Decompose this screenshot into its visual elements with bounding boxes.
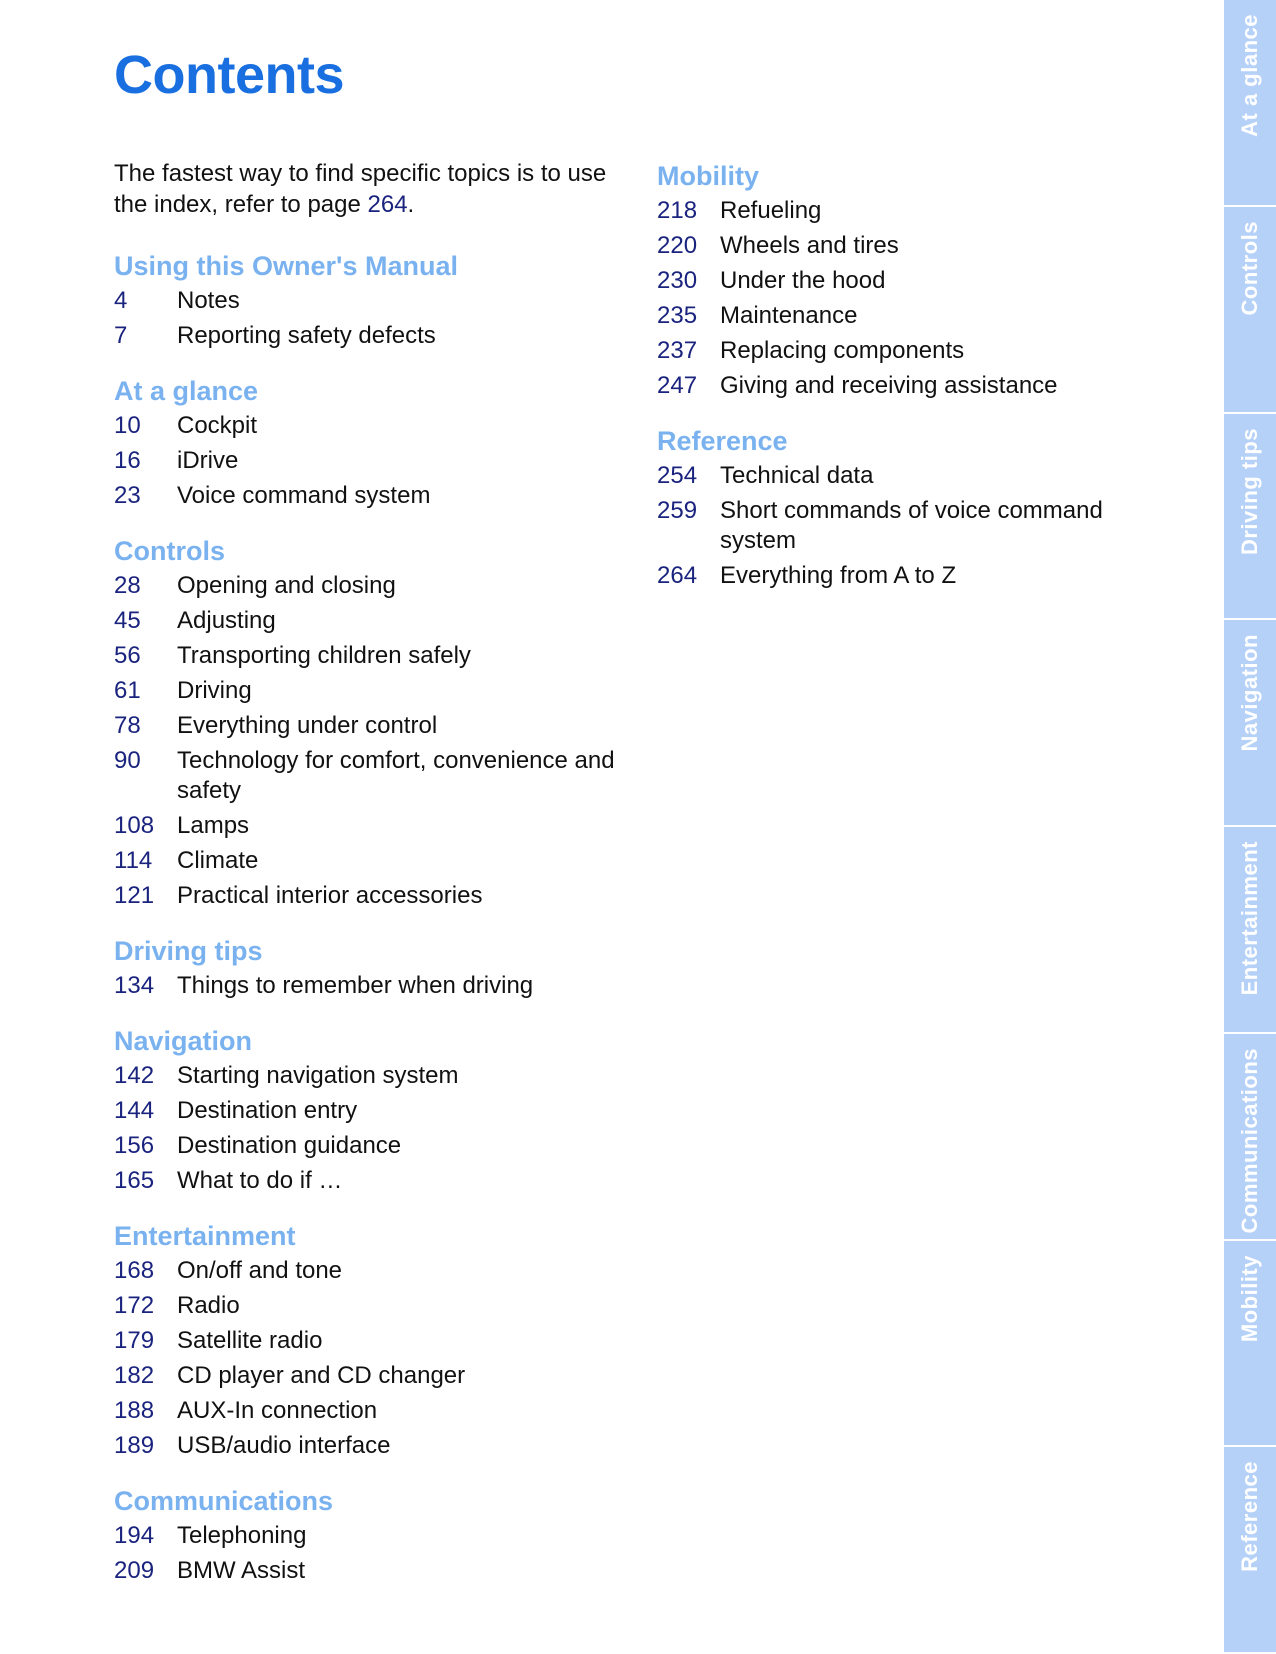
chapter-tab-label: Reference	[1237, 1461, 1262, 1573]
toc-entry[interactable]	[657, 196, 1157, 226]
toc-entry[interactable]	[114, 1361, 634, 1391]
toc-entry-label: CD player and CD changer	[177, 1362, 466, 1389]
chapter-tab-entertainment[interactable]	[1224, 827, 1276, 1034]
toc-entry[interactable]	[114, 1096, 634, 1126]
toc-entry-label: Wheels and tires	[720, 232, 899, 259]
chapter-tab-strip	[1224, 0, 1276, 1654]
chapter-tab-label: Driving tips	[1237, 427, 1262, 555]
index-page-link[interactable]: 264	[367, 191, 408, 218]
toc-entry-label: Driving	[177, 677, 252, 704]
toc-entry-label: Technology for comfort, convenience and safety	[177, 747, 615, 804]
toc-entry-label: What to do if …	[177, 1167, 343, 1194]
toc-entry-label: Maintenance	[720, 302, 858, 329]
toc-entry-label: Under the hood	[720, 267, 886, 294]
toc-entry[interactable]	[114, 1061, 634, 1091]
toc-entry-label: Voice command system	[177, 482, 431, 509]
page-title: Contents	[114, 45, 344, 105]
section-entertainment	[114, 1218, 634, 1461]
section-using-this-owner-s-manual	[114, 248, 634, 351]
chapter-tab-label: Mobility	[1237, 1254, 1262, 1342]
toc-page-number[interactable]: 121	[114, 882, 155, 909]
toc-entry-label: Opening and closing	[177, 572, 396, 599]
toc-entry-label: Technical data	[720, 462, 874, 489]
section-mobility	[657, 158, 1157, 401]
toc-page-number[interactable]: 259	[657, 497, 698, 524]
section-communications	[114, 1483, 634, 1586]
toc-page-number[interactable]: 7	[114, 322, 128, 349]
toc-page-number[interactable]: 189	[114, 1432, 155, 1459]
toc-page-number[interactable]: 220	[657, 232, 698, 259]
chapter-tab-communications[interactable]	[1224, 1034, 1276, 1241]
toc-entry-label: Notes	[177, 287, 240, 314]
section-title: Controls	[114, 536, 225, 566]
toc-entry[interactable]	[114, 1521, 634, 1551]
chapter-tab-label: Navigation	[1237, 634, 1262, 752]
toc-entry[interactable]	[114, 606, 634, 636]
toc-entry[interactable]	[114, 1431, 634, 1461]
toc-entry[interactable]	[657, 371, 1157, 401]
section-title: Navigation	[114, 1026, 253, 1056]
toc-entry[interactable]	[114, 1131, 634, 1161]
toc-page-number[interactable]: 182	[114, 1362, 155, 1389]
toc-page-number[interactable]: 90	[114, 747, 141, 774]
toc-entry-label: Starting navigation system	[177, 1062, 459, 1089]
toc-entry[interactable]	[114, 881, 634, 911]
toc-entry-label: Practical interior accessories	[177, 882, 483, 909]
toc-entry-label: Destination entry	[177, 1097, 358, 1124]
toc-page-number[interactable]: 168	[114, 1257, 155, 1284]
intro-paragraph	[114, 158, 634, 220]
toc-page-number[interactable]: 134	[114, 972, 155, 999]
chapter-tab-reference[interactable]	[1224, 1447, 1276, 1654]
toc-page-number[interactable]: 61	[114, 677, 141, 704]
toc-page-number[interactable]: 172	[114, 1292, 155, 1319]
toc-page-number[interactable]: 209	[114, 1557, 155, 1584]
toc-page-number[interactable]: 45	[114, 607, 141, 634]
toc-entry-label: Replacing components	[720, 337, 965, 364]
toc-page-number[interactable]: 230	[657, 267, 698, 294]
toc-page-number[interactable]: 144	[114, 1097, 155, 1124]
toc-entry[interactable]	[657, 561, 1157, 591]
toc-entry-label: Climate	[177, 847, 259, 874]
toc-entry-label: Transporting children safely	[177, 642, 471, 669]
toc-entry[interactable]	[114, 1256, 634, 1286]
section-title: Using this Owner's Manual	[114, 251, 458, 281]
toc-page-number[interactable]: 194	[114, 1522, 155, 1549]
toc-page-number[interactable]: 165	[114, 1167, 155, 1194]
section-title: Entertainment	[114, 1221, 296, 1251]
section-navigation	[114, 1023, 634, 1196]
toc-entry[interactable]	[114, 746, 634, 806]
chapter-tab-driving-tips[interactable]	[1224, 414, 1276, 621]
left-sections	[114, 248, 634, 1586]
section-reference	[657, 423, 1157, 591]
contents-right-column	[657, 158, 1157, 613]
toc-entry-label: Satellite radio	[177, 1327, 323, 1354]
toc-entry[interactable]	[114, 811, 634, 841]
right-sections	[657, 158, 1157, 591]
toc-entry[interactable]	[114, 571, 634, 601]
toc-page-number[interactable]: 264	[657, 562, 698, 589]
toc-entry[interactable]	[657, 336, 1157, 366]
chapter-tab-label: Controls	[1237, 220, 1262, 316]
chapter-tab-controls[interactable]	[1224, 207, 1276, 414]
toc-page-number[interactable]: 247	[657, 372, 698, 399]
toc-page-number[interactable]: 237	[657, 337, 698, 364]
toc-page-number[interactable]: 254	[657, 462, 698, 489]
toc-entry[interactable]	[114, 1326, 634, 1356]
toc-entry-label: Everything under control	[177, 712, 438, 739]
chapter-tab-label: Entertainment	[1237, 841, 1262, 996]
toc-entry[interactable]	[114, 481, 634, 511]
toc-entry[interactable]	[114, 446, 634, 476]
toc-page-number[interactable]: 4	[114, 287, 128, 314]
toc-entry[interactable]	[114, 971, 634, 1001]
chapter-tab-label: Communications	[1237, 1047, 1262, 1234]
toc-entry-label: Reporting safety defects	[177, 322, 436, 349]
toc-entry-label: Everything from A to Z	[720, 562, 957, 589]
toc-entry-label: USB/audio interface	[177, 1432, 391, 1459]
toc-entry-label: Destination guidance	[177, 1132, 402, 1159]
toc-entry[interactable]	[114, 1396, 634, 1426]
toc-page-number[interactable]: 78	[114, 712, 141, 739]
chapter-tab-mobility[interactable]	[1224, 1241, 1276, 1448]
chapter-tab-label: At a glance	[1237, 14, 1262, 137]
intro-text-end: .	[407, 191, 415, 218]
toc-entry-label: Telephoning	[177, 1522, 307, 1549]
contents-left-column	[114, 158, 634, 1608]
section-title: Reference	[657, 426, 788, 456]
section-at-a-glance	[114, 373, 634, 511]
intro-text: The fastest way to find specific topics is to use the index, refer to page	[114, 160, 607, 218]
toc-entry[interactable]	[657, 496, 1157, 556]
toc-entry[interactable]	[657, 231, 1157, 261]
toc-entry[interactable]	[114, 641, 634, 671]
toc-entry[interactable]	[114, 286, 634, 316]
toc-entry[interactable]	[114, 1166, 634, 1196]
toc-page-number[interactable]: 142	[114, 1062, 155, 1089]
toc-entry-label: Radio	[177, 1292, 240, 1319]
toc-page-number[interactable]: 235	[657, 302, 698, 329]
toc-entry-label: Lamps	[177, 812, 250, 839]
toc-entry-label: Things to remember when driving	[177, 972, 534, 999]
toc-page-number[interactable]: 188	[114, 1397, 155, 1424]
toc-entry[interactable]	[114, 321, 634, 351]
toc-entry-label: Giving and receiving assistance	[720, 372, 1058, 399]
section-controls	[114, 533, 634, 911]
toc-entry[interactable]	[114, 711, 634, 741]
chapter-tab-navigation[interactable]	[1224, 620, 1276, 827]
section-title: Driving tips	[114, 936, 263, 966]
toc-page-number[interactable]: 56	[114, 642, 141, 669]
toc-entry[interactable]	[114, 1556, 634, 1586]
toc-entry[interactable]	[657, 461, 1157, 491]
toc-page-number[interactable]: 114	[114, 847, 153, 874]
toc-page-number[interactable]: 28	[114, 572, 141, 599]
toc-page-number[interactable]: 10	[114, 412, 141, 439]
section-title: At a glance	[114, 376, 259, 406]
section-title: Communications	[114, 1486, 334, 1516]
toc-page-number[interactable]: 156	[114, 1132, 155, 1159]
section-driving-tips	[114, 933, 634, 1001]
toc-entry-label: On/off and tone	[177, 1257, 343, 1284]
toc-page-number[interactable]: 23	[114, 482, 141, 509]
toc-entry[interactable]	[657, 301, 1157, 331]
toc-page-number[interactable]: 108	[114, 812, 155, 839]
toc-entry-label: iDrive	[177, 447, 239, 474]
toc-entry-label: Cockpit	[177, 412, 258, 439]
toc-page-number[interactable]: 16	[114, 447, 141, 474]
section-title: Mobility	[657, 161, 759, 191]
toc-entry[interactable]	[657, 266, 1157, 296]
toc-entry[interactable]	[114, 846, 634, 876]
toc-page-number[interactable]: 179	[114, 1327, 155, 1354]
chapter-tab-at-a-glance[interactable]	[1224, 0, 1276, 207]
toc-entry-label: Adjusting	[177, 607, 276, 634]
toc-entry-label: BMW Assist	[177, 1557, 306, 1584]
toc-page-number[interactable]: 218	[657, 197, 698, 224]
toc-entry-label: Short commands of voice command system	[720, 497, 1103, 554]
toc-entry-label: AUX-In connection	[177, 1397, 378, 1424]
toc-entry-label: Refueling	[720, 197, 822, 224]
toc-entry[interactable]	[114, 411, 634, 441]
toc-entry[interactable]	[114, 1291, 634, 1321]
toc-entry[interactable]	[114, 676, 634, 706]
